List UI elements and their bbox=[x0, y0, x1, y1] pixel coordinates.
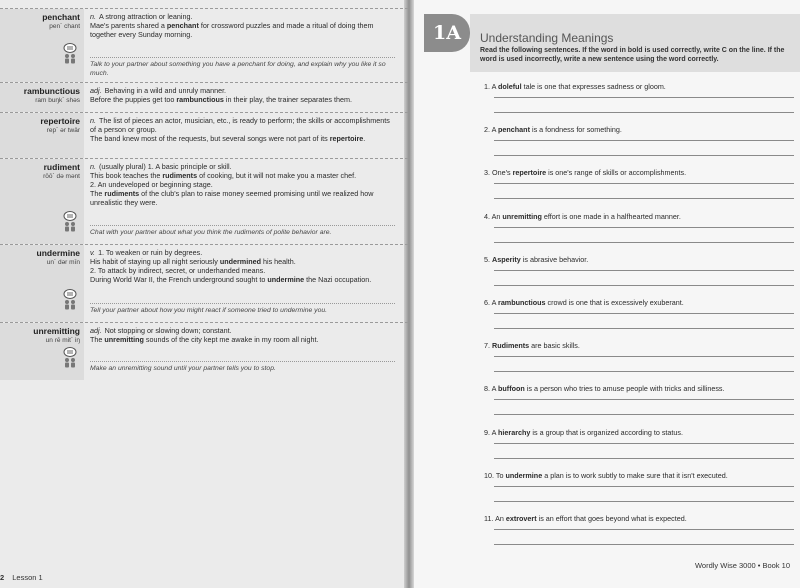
question-number: 9. bbox=[484, 427, 492, 437]
question-number: 11. bbox=[484, 514, 496, 523]
bold-vocab-word: repertoire bbox=[512, 168, 547, 178]
pronunciation: un rē mit´ iŋ bbox=[45, 337, 80, 344]
bold-vocab-word: Rudiments bbox=[492, 341, 530, 351]
bold-vocab-word: Asperity bbox=[492, 254, 521, 264]
definition-block bbox=[90, 12, 395, 39]
lesson-label: Lesson 1 bbox=[12, 573, 43, 582]
headword: rambunctious bbox=[23, 86, 80, 96]
part-of-speech: n. bbox=[90, 162, 96, 171]
question-number: 8. bbox=[484, 384, 492, 394]
answer-line[interactable] bbox=[494, 198, 794, 199]
example-sentence: His habit of staying up all night seriously undermined his health. bbox=[90, 257, 296, 266]
bold-vocab-word: hierarchy bbox=[498, 427, 531, 437]
headword-in-example: unremitting bbox=[104, 335, 144, 344]
partner-talk-icon bbox=[62, 43, 78, 65]
definition: n. (usually plural) 1. A basic principle or skill. bbox=[90, 162, 232, 171]
headword-in-example: undermine bbox=[267, 275, 305, 284]
part-of-speech: n. bbox=[90, 116, 96, 125]
bold-vocab-word: extrovert bbox=[505, 514, 537, 523]
answer-line[interactable] bbox=[494, 458, 794, 459]
answer-line[interactable] bbox=[494, 183, 794, 184]
pronunciation: rep´ ər twär bbox=[46, 127, 80, 134]
example-sentence: Mae's parents shared a penchant for crossword puzzles and made a ritual of doing them together every Sunday morning. bbox=[90, 21, 374, 39]
word-entry bbox=[0, 158, 408, 244]
answer-line[interactable] bbox=[494, 97, 794, 98]
pronunciation: rōō´ də mənt bbox=[43, 173, 80, 180]
headword: penchant bbox=[42, 12, 80, 22]
headword-in-example: rambunctious bbox=[176, 95, 224, 104]
answer-line[interactable] bbox=[494, 443, 794, 444]
headword-in-example: penchant bbox=[166, 21, 199, 30]
question-item: 7. Rudiments are basic skills. bbox=[484, 341, 580, 351]
answer-line[interactable] bbox=[494, 270, 794, 271]
answer-line[interactable] bbox=[494, 328, 794, 329]
answer-line[interactable] bbox=[494, 544, 794, 545]
answer-line[interactable] bbox=[494, 399, 794, 400]
definition: v. 1. To weaken or ruin by degrees. bbox=[90, 248, 203, 257]
answer-line[interactable] bbox=[494, 242, 794, 243]
part-of-speech: adj. bbox=[90, 86, 102, 95]
example-sentence: During World War II, the French underground sought to undermine the Nazi occupation. bbox=[90, 275, 372, 284]
pronunciation: un´ dər mīn bbox=[46, 259, 80, 266]
pronunciation: pen´ chant bbox=[49, 23, 80, 30]
part-of-speech: n. bbox=[90, 12, 96, 21]
bold-vocab-word: penchant bbox=[498, 125, 530, 135]
word-entry bbox=[0, 8, 408, 82]
answer-line[interactable] bbox=[494, 155, 794, 156]
example-sentence: Before the puppies get too rambunctious in their play, the trainer separates them. bbox=[90, 95, 352, 104]
question-item: 8. A buffoon is a person who tries to amuse people with tricks and silliness. bbox=[484, 384, 725, 394]
definition: adj. Not stopping or slowing down; constant. bbox=[90, 326, 232, 335]
bold-vocab-word: unremitting bbox=[502, 211, 542, 221]
part-of-speech: adj. bbox=[90, 326, 102, 335]
answer-line[interactable] bbox=[494, 529, 794, 530]
definition-block bbox=[90, 326, 395, 344]
bold-vocab-word: doleful bbox=[498, 82, 522, 91]
answer-line[interactable] bbox=[494, 285, 794, 286]
partner-talk-icon bbox=[62, 289, 78, 311]
answer-line[interactable] bbox=[494, 414, 794, 415]
question-item: 1. A doleful tale is one that expresses sadness or gloom. bbox=[484, 82, 666, 91]
bold-vocab-word: buffoon bbox=[498, 384, 525, 394]
answer-line[interactable] bbox=[494, 140, 794, 141]
example-sentence: The band knew most of the requests, but several songs were not part of its repertoire. bbox=[90, 134, 366, 143]
question-item: 3. One's repertoire is one's range of skills or accomplishments. bbox=[484, 168, 687, 178]
headword: unremitting bbox=[33, 326, 80, 336]
partner-talk-icon bbox=[62, 347, 78, 369]
question-number: 4. bbox=[484, 211, 492, 221]
section-instructions: Read the following sentences. If the word in bold is used correctly, write C on the line. If the word is used incorrectly, write a new sentence using the word correctly. bbox=[480, 47, 785, 63]
definition-block bbox=[90, 248, 395, 284]
question-item: 2. A penchant is a fondness for something. bbox=[484, 125, 622, 135]
example-sentence: The rudiments of the club's plan to raise money seemed promising until we realized how unrealistic they were. bbox=[90, 189, 374, 207]
headword-in-example: rudiments bbox=[104, 189, 140, 198]
bold-vocab-word: rambunctious bbox=[498, 298, 546, 307]
section-title: Understanding Meanings bbox=[480, 31, 614, 45]
book-footer: Wordly Wise 3000 • Book 10 bbox=[694, 561, 790, 570]
question-item: 5. Asperity is abrasive behavior. bbox=[484, 254, 589, 264]
headword: undermine bbox=[36, 248, 80, 258]
partner-talk-icon bbox=[62, 211, 78, 233]
definition: adj. Behaving in a wild and unruly manner. bbox=[90, 86, 227, 95]
example-sentence: 2. An undeveloped or beginning stage. bbox=[90, 180, 213, 189]
question-number: 5. bbox=[484, 254, 492, 264]
definition-block bbox=[90, 116, 395, 143]
answer-line[interactable] bbox=[494, 313, 794, 314]
headword-in-example: repertoire bbox=[329, 134, 364, 143]
word-entry bbox=[0, 244, 408, 322]
word-entry bbox=[0, 112, 408, 158]
question-number: 2. bbox=[484, 125, 492, 135]
section-badge: 1A bbox=[424, 14, 470, 52]
definition-block bbox=[90, 162, 395, 207]
headword: rudiment bbox=[43, 162, 80, 172]
example-sentence: 2. To attack by indirect, secret, or underhanded means. bbox=[90, 266, 266, 275]
question-item: 11. An extrovert is an effort that goes beyond what is expected. bbox=[484, 514, 687, 523]
question-item: 9. A hierarchy is a group that is organized according to status. bbox=[484, 427, 684, 437]
page-number: 2 bbox=[0, 573, 5, 582]
question-item: 10. To undermine a plan is to work subtly to make sure that it isn't executed. bbox=[484, 470, 728, 480]
headword-in-example: undermined bbox=[219, 257, 261, 266]
question-number: 7. bbox=[484, 341, 492, 351]
example-sentence: The unremitting sounds of the city kept me awake in my room all night. bbox=[90, 335, 319, 344]
headword: repertoire bbox=[40, 116, 80, 126]
headword-in-example: rudiments bbox=[162, 171, 198, 180]
definition: n. A strong attraction or leaning. bbox=[90, 12, 193, 21]
question-number: 10. bbox=[484, 470, 496, 480]
question-number: 3. bbox=[484, 168, 492, 178]
left-footer bbox=[0, 573, 43, 582]
discussion-prompt: Tell your partner about how you might react if someone tried to undermine you. bbox=[90, 303, 395, 315]
question-item: 6. A rambunctious crowd is one that is excessively exuberant. bbox=[484, 298, 684, 307]
part-of-speech: v. bbox=[90, 248, 96, 257]
word-entry bbox=[0, 322, 408, 380]
answer-line[interactable] bbox=[494, 356, 794, 357]
question-number: 1. bbox=[484, 82, 492, 91]
answer-line[interactable] bbox=[494, 501, 794, 502]
bold-vocab-word: undermine bbox=[505, 470, 543, 480]
discussion-prompt: Talk to your partner about something you have a penchant for doing, and explain why you like it so much. bbox=[90, 57, 395, 78]
example-sentence: This book teaches the rudiments of cooking, but it will not make you a master chef. bbox=[90, 171, 357, 180]
question-number: 6. bbox=[484, 298, 492, 307]
question-item: 4. An unremitting effort is one made in a halfhearted manner. bbox=[484, 211, 681, 221]
word-entry bbox=[0, 82, 408, 112]
answer-line[interactable] bbox=[494, 486, 794, 487]
definition-block bbox=[90, 86, 395, 104]
discussion-prompt: Chat with your partner about what you think the rudiments of polite behavior are. bbox=[90, 225, 395, 237]
answer-line[interactable] bbox=[494, 371, 794, 372]
definition: n. The list of pieces an actor, musician, etc., is ready to perform; the skills or accomplishments of a person or group. bbox=[90, 116, 390, 134]
discussion-prompt: Make an unremitting sound until your partner tells you to stop. bbox=[90, 361, 395, 373]
answer-line[interactable] bbox=[494, 112, 794, 113]
answer-line[interactable] bbox=[494, 227, 794, 228]
pronunciation: ram buŋk´ shəs bbox=[35, 97, 80, 104]
